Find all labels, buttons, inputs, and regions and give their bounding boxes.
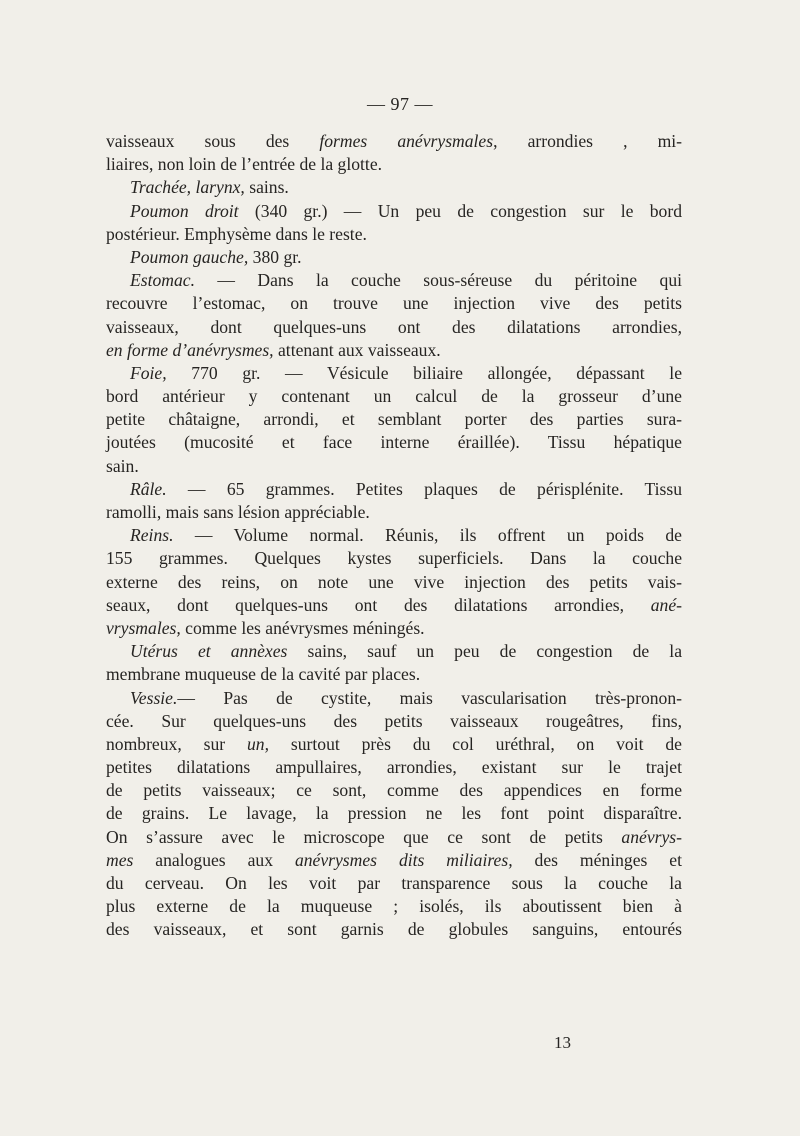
text-line: [106, 594, 682, 617]
text-line: [106, 872, 682, 895]
text-run: petite châtaigne, arrondi, et semblant porter des parties sura-: [106, 409, 682, 430]
text-line: [106, 292, 682, 315]
text-run: postérieur. Emphysème dans le reste.: [106, 223, 367, 244]
text-run: membrane muqueuse de la cavité par places.: [106, 664, 421, 685]
italic-text: Trachée, larynx,: [130, 177, 245, 198]
italic-text: formes anévrysmales: [319, 131, 494, 151]
text-line: [106, 802, 682, 825]
italic-text: en forme d’anévrysmes,: [106, 339, 274, 360]
italic-text: Poumon droit: [130, 200, 239, 221]
text-run: sains.: [244, 177, 289, 198]
text-run: externe des reins, on note une vive injection des petits vais-: [106, 571, 682, 592]
text-run: — 65 grammes. Petites plaques de périsplénite. Tissu: [166, 478, 682, 499]
italic-text: Utérus et annèxes: [130, 641, 288, 662]
signature-mark: 13: [554, 1033, 571, 1052]
text-line: [106, 269, 682, 292]
body-text: [106, 130, 682, 942]
text-run: cée. Sur quelques-uns des petits vaisseaux rougeâtres, fins,: [106, 710, 682, 731]
text-run: vaisseaux, dont quelques-uns ont des dilatations arrondies,: [106, 316, 682, 337]
text-line: [106, 431, 682, 454]
text-run: joutées (mucosité et face interne éraillée). Tissu hépatique: [106, 432, 682, 453]
text-line: [106, 408, 682, 431]
text-run: seaux, dont quelques-uns ont des dilatations arrondies,: [106, 594, 651, 615]
text-line: [106, 176, 682, 199]
text-line: [106, 895, 682, 918]
italic-text: vrysmales,: [106, 617, 181, 638]
text-line: [106, 385, 682, 408]
italic-text: Râle.: [130, 478, 167, 499]
text-line: [106, 756, 682, 779]
text-line: [106, 455, 682, 478]
text-run: sains, sauf un peu de congestion de la: [287, 641, 682, 662]
text-line: [106, 849, 682, 872]
italic-text: anévrysmes dits miliaires,: [294, 849, 513, 870]
text-line: [106, 501, 682, 524]
text-line: [106, 710, 682, 733]
text-line: [106, 339, 682, 362]
text-run: des vaisseaux, et sont garnis de globules sanguins, entourés: [106, 919, 682, 940]
text-run: liaires, non loin de l’entrée de la glotte.: [106, 154, 383, 175]
text-run: recouvre l’estomac, on trouve une injection vive des petits: [106, 293, 682, 314]
text-line: [106, 200, 682, 223]
italic-text: Foie,: [130, 362, 167, 383]
text-run: vaisseaux sous des: [106, 131, 320, 151]
italic-text: Reins.: [130, 525, 174, 546]
text-line: [106, 547, 682, 570]
italic-text: anévrys-: [621, 826, 682, 847]
italic-text: Vessie.: [130, 687, 178, 708]
text-line: [106, 826, 682, 849]
text-line: [106, 223, 682, 246]
text-run: On s’assure avec le microscope que ce sont de petits: [106, 826, 622, 847]
italic-text: Poumon gauche,: [130, 246, 249, 267]
text-run: (340 gr.) — Un peu de congestion sur le bord: [238, 200, 682, 221]
text-run: nombreux, sur: [106, 733, 247, 754]
text-line: [106, 918, 682, 941]
text-run: ramolli, mais sans lésion appréciable.: [106, 502, 370, 522]
text-line: [106, 617, 682, 640]
text-run: des méninges et: [512, 849, 682, 870]
text-run: comme les anévrysmes méningés.: [180, 617, 425, 638]
text-run: , arrondies , mi-: [493, 131, 682, 151]
text-run: surtout près du col uréthral, on voit de: [269, 733, 682, 754]
text-run: 155 grammes. Quelques kystes superficiels. Dans la couche: [106, 548, 682, 569]
text-run: de grains. Le lavage, la pression ne les font point disparaître.: [106, 803, 682, 824]
text-run: de petits vaisseaux; ce sont, comme des appendices en forme: [106, 780, 682, 801]
text-run: bord antérieur y contenant un calcul de la grosseur d’une: [106, 386, 682, 407]
text-line: [106, 687, 682, 710]
italic-text: un,: [247, 733, 269, 754]
text-run: sain.: [106, 455, 139, 476]
italic-text: mes: [106, 849, 134, 870]
text-line: [106, 779, 682, 802]
text-line: [106, 640, 682, 663]
text-run: — Pas de cystite, mais vascularisation très-pronon-: [177, 687, 682, 708]
text-run: 770 gr. — Vésicule biliaire allongée, dépassant le: [166, 362, 682, 383]
text-run: du cerveau. On les voit par transparence sous la couche la: [106, 873, 682, 893]
text-run: petites dilatations ampullaires, arrondies, existant sur le trajet: [106, 757, 682, 778]
text-line: [106, 316, 682, 339]
text-line: [106, 478, 682, 501]
text-line: [106, 524, 682, 547]
text-line: [106, 571, 682, 594]
text-line: [106, 153, 682, 176]
text-run: — Dans la couche sous-séreuse du péritoine qui: [195, 270, 682, 291]
text-run: — Volume normal. Réunis, ils offrent un poids de: [173, 525, 682, 546]
text-line: [106, 130, 682, 153]
italic-text: Estomac.: [130, 270, 195, 291]
text-line: [106, 663, 682, 686]
text-run: plus externe de la muqueuse ; isolés, ils aboutissent bien à: [106, 896, 682, 917]
text-run: attenant aux vaisseaux.: [273, 339, 441, 360]
text-run: 380 gr.: [248, 246, 302, 267]
text-line: [106, 246, 682, 269]
text-run: analogues aux: [133, 849, 295, 870]
italic-text: ané-: [650, 594, 682, 615]
text-line: [106, 362, 682, 385]
text-line: [106, 733, 682, 756]
page-number: — 97 —: [367, 94, 433, 114]
